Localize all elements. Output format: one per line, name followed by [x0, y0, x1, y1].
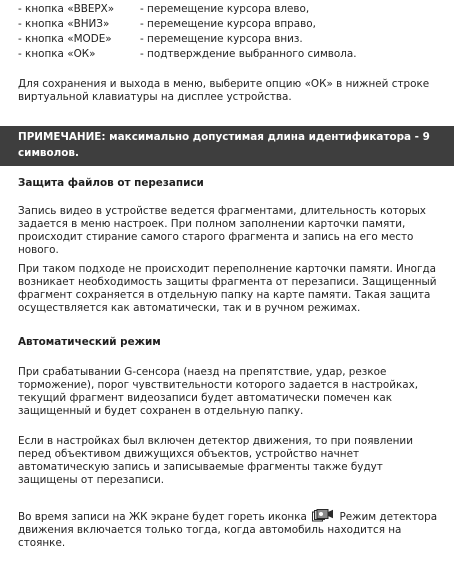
paragraph: Если в настройках был включен детектор движения, то при появлении перед объективом движущихся объектов, устройство начнет автоматическую запись и записываемые фрагменты также будут защищены от перезаписи.	[18, 435, 413, 486]
key-list	[18, 2, 448, 62]
key-label: - кнопка «ОК»	[18, 48, 96, 60]
key-row	[18, 32, 448, 47]
section-heading-auto-mode: Автоматический режим	[18, 336, 161, 348]
key-row	[18, 2, 448, 17]
key-action: - перемещение курсора вправо,	[140, 18, 316, 30]
paragraph-with-icon	[18, 509, 443, 550]
icon-sentence-start: Во время записи на ЖК экране будет гореть иконка	[18, 511, 307, 523]
key-row	[18, 47, 448, 62]
note-banner: ПРИМЕЧАНИЕ: максимально допустимая длина идентификатора - 9 символов.	[0, 126, 454, 166]
key-label: - кнопка «ВНИЗ»	[18, 18, 110, 30]
paragraph: Запись видео в устройстве ведется фрагментами, длительность которых задается в меню настроек. При полном заполнении карточки памяти, происходит стирание самого старого фрагмента и запись на его место нового.	[18, 205, 426, 256]
key-label: - кнопка «MODE»	[18, 33, 112, 45]
key-action: - перемещение курсора вниз.	[140, 33, 303, 45]
save-instruction: Для сохранения и выхода в меню, выберите опцию «ОК» в нижней строке виртуальной клавиатуры на дисплее устройства.	[18, 78, 430, 103]
key-row	[18, 17, 448, 32]
key-action: - перемещение курсора влево,	[140, 3, 310, 15]
icon-sentence-end: Режим детектора движения включается только тогда, когда автомобиль находится на стоянке.	[18, 511, 438, 549]
paragraph: При срабатывании G-сенсора (наезд на препятствие, удар, резкое торможение), порог чувствительности которого задается в настройках, текущий фрагмент видеозаписи будет автоматически помечен как защищенный и будет сохранен в отдельную папку.	[18, 366, 419, 417]
key-action: - подтверждение выбранного символа.	[140, 48, 357, 60]
paragraph: При таком подходе не происходит переполнение карточки памяти. Иногда возникает необходимость защиты фрагмента от перезаписи. Защищенный фрагмент сохраняется в отдельную папку на карте памяти. Такая защита осуществляется как автоматически, так и в ручном режимах.	[18, 263, 437, 314]
section-heading-file-protection: Защита файлов от перезаписи	[18, 177, 204, 189]
motion-detection-icon	[312, 509, 334, 522]
key-label: - кнопка «ВВЕРХ»	[18, 3, 115, 15]
